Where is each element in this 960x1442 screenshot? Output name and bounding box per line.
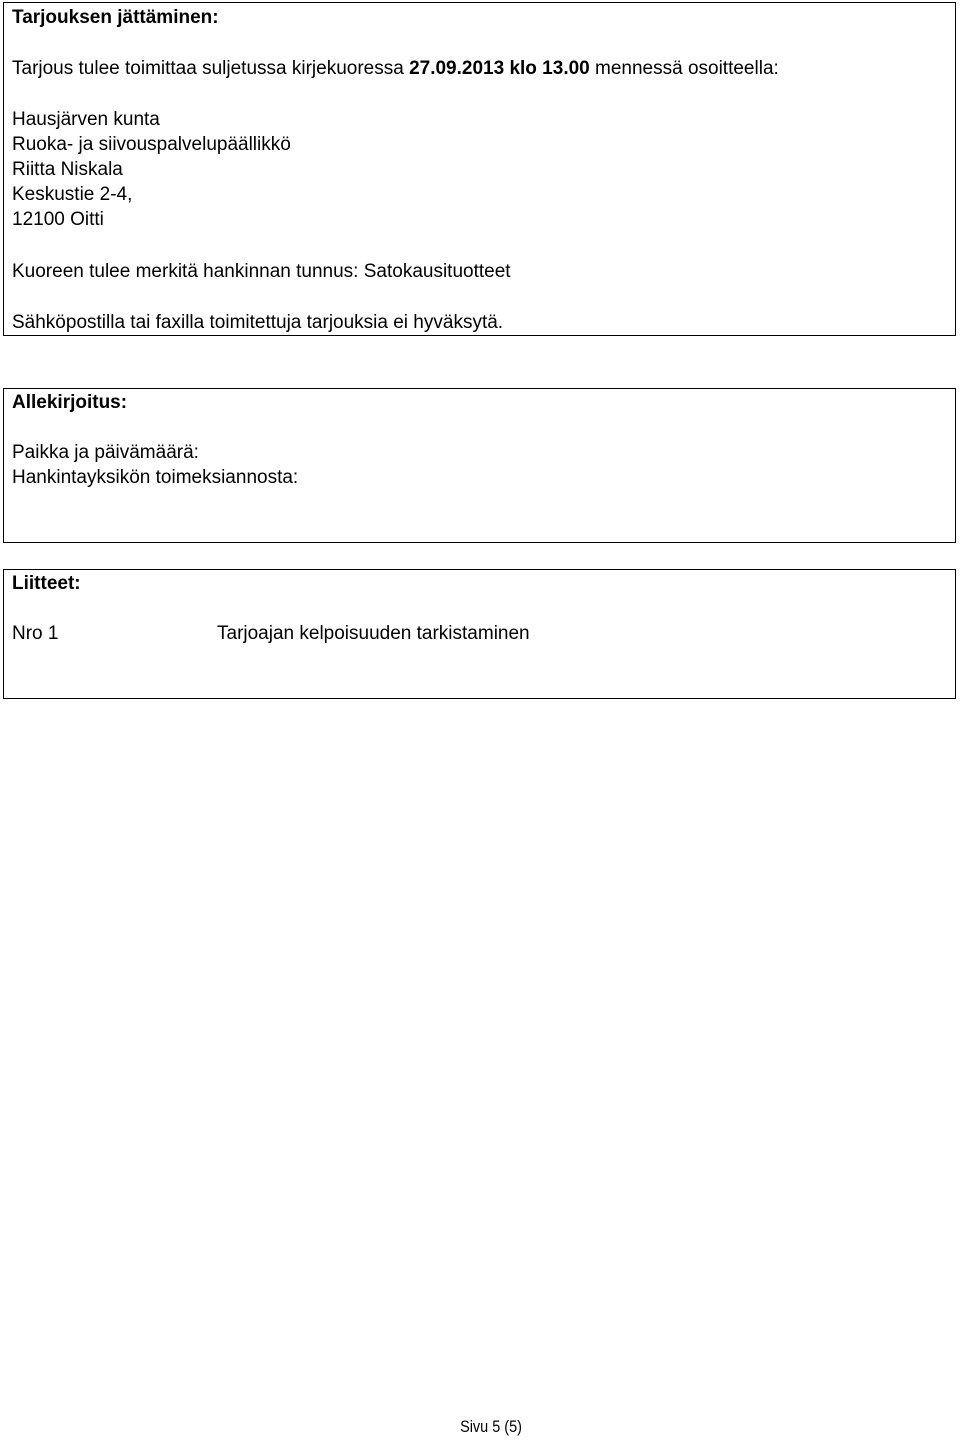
address-organization: Hausjärven kunta: [12, 109, 160, 130]
signature-heading: Allekirjoitus:: [12, 392, 128, 413]
address-postal: 12100 Oitti: [12, 209, 104, 230]
authority-label: Hankintayksikön toimeksiannosta:: [12, 467, 299, 488]
tender-heading: Tarjouksen jättäminen:: [12, 7, 219, 28]
email-fax-note: Sähköpostilla tai faxilla toimitettuja tarjouksia ei hyväksytä.: [12, 312, 504, 333]
attachment-number: Nro 1: [12, 623, 59, 644]
instruction-after: mennessä osoitteella:: [589, 58, 779, 79]
signature-section: [3, 388, 956, 543]
tender-submission-section: [3, 2, 956, 336]
address-street: Keskustie 2-4,: [12, 184, 133, 205]
place-date-label: Paikka ja päivämäärä:: [12, 442, 199, 463]
submission-deadline: 27.09.2013 klo 13.00: [409, 58, 590, 79]
attachments-section: [3, 569, 956, 699]
address-name: Riitta Niskala: [12, 159, 123, 180]
page-number: [74, 1417, 890, 1437]
attachment-title: Tarjoajan kelpoisuuden tarkistaminen: [217, 623, 530, 644]
instruction-before: Tarjous tulee toimittaa suljetussa kirjekuoressa: [12, 58, 410, 79]
attachments-heading: Liitteet:: [12, 573, 81, 594]
envelope-marking: Kuoreen tulee merkitä hankinnan tunnus: Satokausituotteet: [12, 261, 511, 282]
address-title: Ruoka- ja siivouspalvelupäällikkö: [12, 134, 291, 155]
tender-instruction: [12, 58, 779, 80]
page-number-label: Sivu 5 (5): [460, 1417, 522, 1436]
